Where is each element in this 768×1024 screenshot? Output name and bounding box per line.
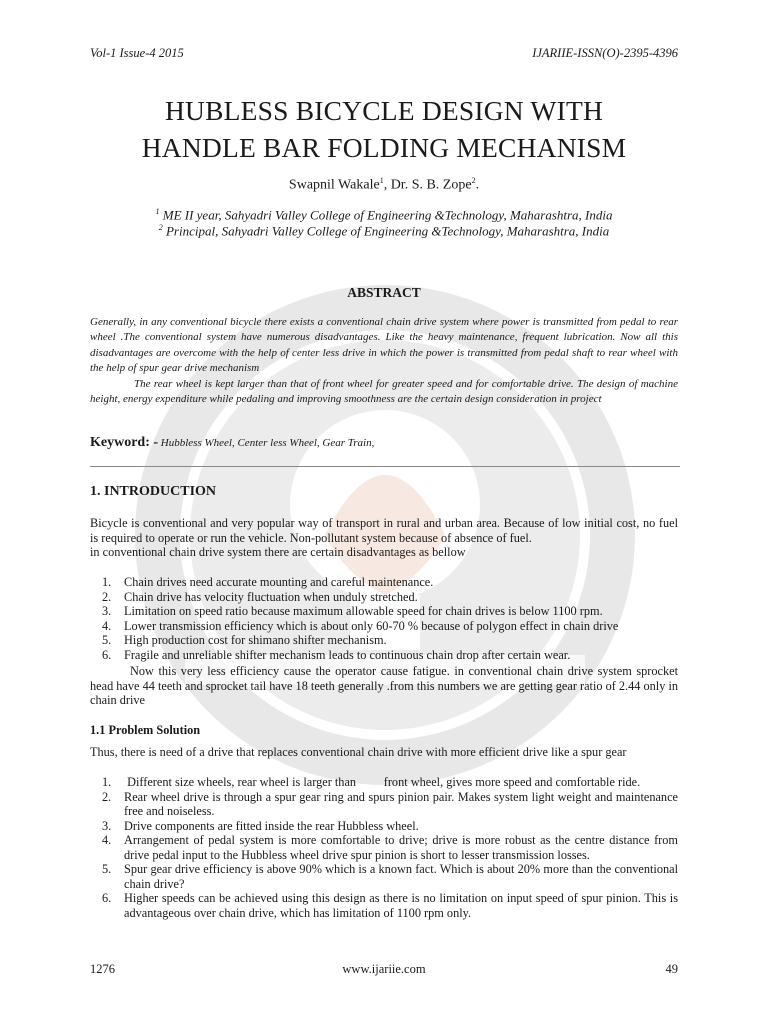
keywords-text: Hubbless Wheel, Center less Wheel, Gear Train, <box>158 437 375 449</box>
title-line-1: HUBLESS BICYCLE DESIGN WITH <box>164 95 603 126</box>
intro-paragraph-2: in conventional chain drive system there are certain disadvantages as bellow <box>90 545 466 559</box>
list-item: 5. High production cost for shimano shifter mechanism. <box>102 633 387 647</box>
author-name: Swapnil Wakale <box>288 177 380 193</box>
running-header-issn: IJARIIE-ISSN(O)-2395-4396 <box>532 46 678 60</box>
list-item: 2. Chain drive has velocity fluctuation when unduly stretched. <box>102 589 418 604</box>
list-item: 3. Drive components are fitted inside the rear Hubbless wheel. <box>102 818 419 833</box>
abstract-paragraph-1: Generally, in any conventional bicycle there exists a conventional chain drive system where power is transmitted from pedal to rear wheel .The conventional system have numerous disadvantages. Like the heavy maintenance, frequent lubrication. Now all this disadvantages are overcome with the help of center less drive in which the power is transmitted from pedal shaft to rear wheel with the help of spur gear drive mechanism <box>90 316 678 375</box>
affiliation-text: Principal, Sahyadri Valley College of Engineering &Technology, Maharashtra, India <box>162 223 610 239</box>
intro-paragraph-3: Now this very less efficiency cause the operator cause fatigue. in conventional chain drive system sprocket head have 44 teeth and sprocket tail have 18 teeth generally .from this numbers we are getting gear ratio of 2.44 only in chain drive <box>90 664 679 707</box>
paper-title <box>60 92 708 166</box>
affiliation-superscript: 2 <box>158 223 163 232</box>
section-heading-problem-solution: 1.1 Problem Solution <box>90 723 201 737</box>
footer-website: www.ijariie.com <box>342 962 426 976</box>
footer-page-number: 49 <box>665 962 678 976</box>
list-item: 6. Higher speeds can be achieved using this design as there is no limitation on input speed of spur pinion. This is advantageous over chain drive, which has limitation of 1100 rpm only. <box>102 891 678 920</box>
keywords <box>90 435 374 451</box>
intro-paragraph-1: Bicycle is conventional and very popular way of transport in rural and urban area. Because of low initial cost, no fuel is required to operate or run the vehicle. Non-pollutant system because of absence of fuel. <box>90 516 678 545</box>
affiliation-2 <box>0 223 768 239</box>
list-item: 1. Different size wheels, rear wheel is larger than front wheel, gives more speed and comfortable ride. <box>102 775 641 789</box>
abstract-heading: ABSTRACT <box>347 285 421 300</box>
author-name: , Dr. S. B. Zope <box>383 177 472 193</box>
section-heading-introduction: 1. INTRODUCTION <box>90 484 217 499</box>
solution-list <box>90 775 678 920</box>
list-item: 4. Lower transmission efficiency which is about only 60-70 % because of polygon effect in chain drive <box>102 618 619 633</box>
list-item: 5. Spur gear drive efficiency is above 90% which is a known fact. Which is about 20% more than the conventional chain drive? <box>102 862 678 891</box>
author-list <box>0 176 768 194</box>
list-item: 4. Arrangement of pedal system is more comfortable to drive; drive is more robust as the centre distance from drive pedal input to the Hubbless wheel drive spur pinion is short to lesser transmission losses. <box>102 833 678 862</box>
keywords-label: Keyword: - <box>90 435 159 450</box>
list-item: 3. Limitation on speed ratio because maximum allowable speed for chain drives is below 1100 rpm. <box>102 604 603 618</box>
affiliation-superscript: 1 <box>155 207 160 216</box>
list-item: 2. Rear wheel drive is through a spur gear ring and spurs pinion pair. Makes system light weight and maintenance free and noiseless. <box>102 789 678 818</box>
title-line-2: HANDLE BAR FOLDING MECHANISM <box>141 132 627 163</box>
disadvantages-list <box>90 575 678 662</box>
author-superscript: 1 <box>379 176 384 185</box>
list-item: 6. Fragile and unreliable shifter mechanism leads to continuous chain drop after certain wear. <box>102 647 571 662</box>
list-item: 1. Chain drives need accurate mounting and careful maintenance. <box>102 575 434 589</box>
affiliation-1 <box>0 207 768 223</box>
footer-paper-id: 1276 <box>90 962 115 976</box>
section-divider <box>90 466 680 467</box>
author-superscript: 2 <box>471 176 476 185</box>
author-end: . <box>475 177 480 193</box>
affiliation-text: ME II year, Sahyadri Valley College of Engineering &Technology, Maharashtra, India <box>159 207 613 223</box>
abstract-paragraph-2: The rear wheel is kept larger than that of front wheel for greater speed and for comfortable drive. The design of machine height, energy expenditure while pedaling and improving smoothness are the certain design consideration in project <box>90 377 678 406</box>
abstract-body <box>90 315 678 407</box>
problem-paragraph-1: Thus, there is need of a drive that replaces conventional chain drive with more efficient drive like a spur gear <box>90 745 627 759</box>
running-header-volume: Vol-1 Issue-4 2015 <box>90 46 184 60</box>
